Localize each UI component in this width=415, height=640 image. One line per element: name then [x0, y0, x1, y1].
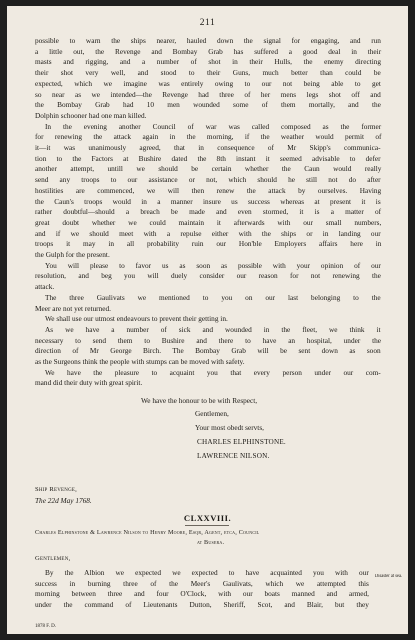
text-line: for renewing the attack again in the morning, if the weather would permit of: [35, 132, 382, 142]
text-line: it—it was unanimously agreed, that in consequence of Mr Skipp's communica-: [35, 143, 381, 152]
text-line: hostilities are commenced, we will then renew the attack by ourselves. Having: [35, 185, 382, 195]
text-line: and if we should meet with a repulse either with the ships or in landing our: [35, 228, 381, 238]
letter-number: CLXXVIII.: [183, 513, 232, 523]
text-line: the Bombay Grab had 10 men wounded some of them mortally, and the: [35, 100, 381, 110]
text-line: mand did their duty with great spirit.: [35, 378, 143, 388]
text-line: By the Albion we expected we expected to have acquainted you with our: [45, 568, 369, 577]
text-line: another attempt, untill we should be certain whether the Caun would really: [35, 164, 382, 174]
text-line: their shot very well, and stood to their Guns, much better than could be: [35, 68, 381, 78]
letter-address-place: at Busera.: [197, 539, 225, 546]
text-line: great doubt whether we could maintain it afterwards with our small numbers,: [35, 217, 382, 227]
divider: [185, 525, 229, 526]
signatory-nilson: LAWRENCE NILSON.: [197, 452, 270, 460]
text-line: success in burning three of the Meer's Gaulivats, which we attempted this: [35, 578, 369, 588]
text-line: resolution, and beg you will duely consider our reason for not renewing the: [35, 271, 381, 281]
text-line: In the evening another Council of war was called composed as the former: [45, 121, 382, 131]
text-line: attack.: [35, 282, 55, 292]
closing-respect: We have the honour to be with Respect,: [141, 396, 258, 405]
closing-gentlemen: Gentlemen,: [195, 409, 229, 418]
document-page: [7, 6, 408, 634]
text-line: the Caun's troops would in a manner insure us success whereas at present it is: [35, 196, 381, 206]
signatory-elphinstone: CHARLES ELPHINSTONE.: [197, 438, 286, 446]
letter-address: Charles Elphinstone & Lawrence Nilson to Henry Moore, Esqr, Agent, etca, Council: [35, 529, 260, 536]
text-line: As we have a number of sick and wounded in the fleet, we think it: [45, 324, 381, 334]
margin-note: Disaster at sea.: [375, 574, 403, 579]
text-line: rather doubtful—should a breach be made and even stormed, it is a matter of: [35, 207, 382, 217]
place: Ship Revenge,: [35, 486, 78, 493]
printer-mark: 1878 F. D.: [35, 624, 56, 629]
text-line: send any troops to our assistance or not, which should he still not do after: [35, 175, 381, 185]
text-line: Dolphin schooner had one man killed.: [35, 110, 147, 120]
text-line: The three Gaulivats we mentioned to you on our last belonging to the: [45, 292, 381, 302]
text-line: so near as we intended—the Revenge had three of her mens legs shot off and: [35, 89, 381, 99]
text-line: We have the pleasure to acquaint you that every person under our com-: [45, 367, 381, 377]
text-line: tion to the Factors at Bushire dated the 8th instant it seemed advisable to defer: [35, 153, 381, 163]
text-line: expected, which we imagine was entirely owing to our not being able to get: [35, 78, 381, 88]
page-number: 211: [199, 18, 216, 28]
text-line: masts and rigging, and a number of shot in their Hulls, the enemy directing: [35, 57, 382, 67]
text-line: the Gulph for the present.: [35, 250, 110, 259]
text-line: troops it may in all probability ruin our Hon'ble Employers affairs here in: [35, 239, 382, 249]
text-line: as the Surgeons think the people with stumps can be moved with safety.: [35, 357, 245, 366]
text-line: We shall use our utmost endeavours to prevent their getting in.: [45, 314, 228, 324]
text-line: possible to warn the ships nearer, hauled down the signal for engaging, and run: [35, 36, 381, 45]
salutation: Gentlemen,: [35, 555, 71, 562]
text-line: Meer are not yet returned.: [35, 303, 111, 313]
text-line: direction of Mr George Birch. The Bombay Grab will be sent down as soon: [35, 346, 381, 356]
text-line: under the command of Lieutenants Dutton, Sheriff, Scot, and Blair, but they: [35, 599, 369, 609]
text-line: necessary to send them to Bushire and there to have an hospital, under the: [35, 335, 382, 345]
text-line: a little out, the Revenge and Bombay Grab has suffered a good deal in their: [35, 46, 382, 56]
closing-servants: Your most obedt servts,: [195, 423, 264, 432]
text-line: morning between three and four O'Clock, with our boats manned and armed,: [35, 589, 370, 598]
text-line: You will please to favor us as soon as possible with your opinion of our: [45, 260, 381, 270]
letter-date: The 22d May 1768.: [35, 496, 92, 505]
